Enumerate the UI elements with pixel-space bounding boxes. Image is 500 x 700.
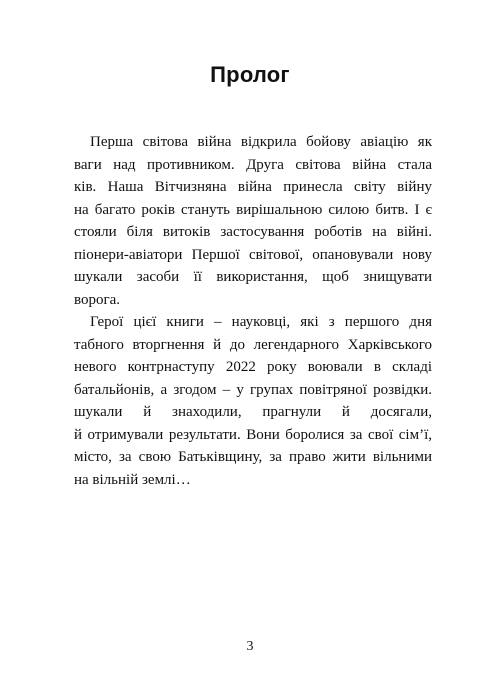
text-line: ворога. xyxy=(74,291,121,308)
chapter-body xyxy=(74,131,432,491)
text-line: шукали засоби її використання, щоб знищувати xyxy=(74,269,432,285)
text-line: Герої цієї книги – науковці, які з першого дня xyxy=(90,314,432,330)
text-line: батальйонів, а згодом – у групах повітряної розвідки. xyxy=(74,381,432,398)
text-line: на вільній землі… xyxy=(74,471,191,488)
text-line: шукали й знаходили, прагнули й досягали, xyxy=(74,404,432,420)
chapter-title: Пролог xyxy=(210,62,290,87)
text-line: піонери-авіатори Першої світової, опановували нову xyxy=(74,246,432,263)
text-line: ваги над противником. Друга світова війна стала xyxy=(74,156,432,173)
text-line: стояли біля витоків застосування роботів на війні. xyxy=(74,224,432,240)
text-line: невого контрнаступу 2022 року воювали в складі xyxy=(74,359,432,375)
page-number: 3 xyxy=(246,639,254,654)
text-line: ків. Наша Вітчизняна війна принесла світу війну xyxy=(74,179,432,195)
text-line: й отримували результати. Вони боролися за свої сім’ї, xyxy=(74,426,432,443)
text-line: місто, за свою Батьківщину, за право жити вільними xyxy=(74,449,432,465)
text-line: на багато років стануть вирішальною силою битв. І є xyxy=(74,201,432,218)
text-line: табного вторгнення й до легендарного Харківського xyxy=(74,336,432,353)
text-line: Перша світова війна відкрила бойову авіацію як xyxy=(90,134,432,150)
